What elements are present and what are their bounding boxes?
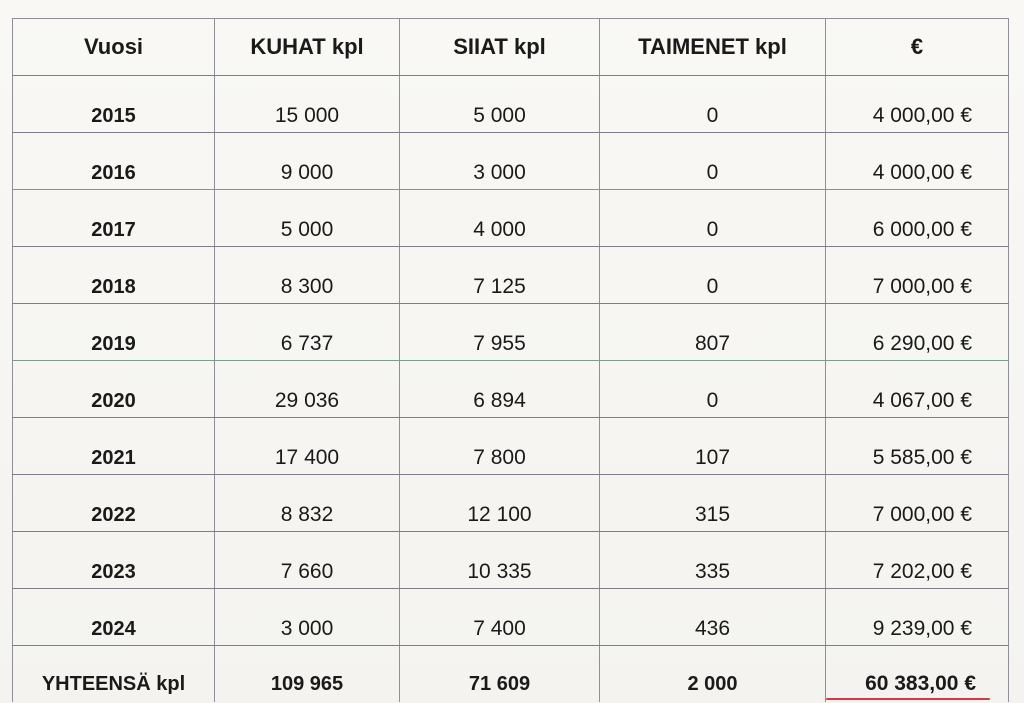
table-row xyxy=(13,190,1009,247)
total-row xyxy=(13,646,1009,703)
cell-taimenet: 436 xyxy=(600,589,826,646)
cell-kuhat: 8 832 xyxy=(215,475,400,532)
cell-year: 2020 xyxy=(13,361,215,418)
cell-year: 2015 xyxy=(13,76,215,133)
cell-euro: 4 067,00 € xyxy=(826,361,1009,418)
cell-year: 2017 xyxy=(13,190,215,247)
cell-kuhat: 29 036 xyxy=(215,361,400,418)
cell-kuhat: 6 737 xyxy=(215,304,400,361)
cell-kuhat: 7 660 xyxy=(215,532,400,589)
cell-euro: 9 239,00 € xyxy=(826,589,1009,646)
cell-siiat: 7 125 xyxy=(400,247,600,304)
cell-euro: 4 000,00 € xyxy=(826,76,1009,133)
cell-euro: 7 000,00 € xyxy=(826,475,1009,532)
total-siiat: 71 609 xyxy=(400,646,600,703)
cell-taimenet: 335 xyxy=(600,532,826,589)
cell-siiat: 10 335 xyxy=(400,532,600,589)
table-row xyxy=(13,589,1009,646)
cell-kuhat: 9 000 xyxy=(215,133,400,190)
total-euro-value: 60 383,00 € xyxy=(865,672,976,695)
table-row xyxy=(13,247,1009,304)
cell-kuhat: 17 400 xyxy=(215,418,400,475)
cell-kuhat: 3 000 xyxy=(215,589,400,646)
cell-year: 2016 xyxy=(13,133,215,190)
cell-siiat: 7 955 xyxy=(400,304,600,361)
cell-siiat: 3 000 xyxy=(400,133,600,190)
cell-euro: 7 000,00 € xyxy=(826,247,1009,304)
cell-siiat: 4 000 xyxy=(400,190,600,247)
cell-euro: 7 202,00 € xyxy=(826,532,1009,589)
table-row xyxy=(13,475,1009,532)
total-label: YHTEENSÄ kpl xyxy=(13,646,215,703)
cell-siiat: 7 800 xyxy=(400,418,600,475)
cell-siiat: 5 000 xyxy=(400,76,600,133)
cell-year: 2023 xyxy=(13,532,215,589)
cell-taimenet: 0 xyxy=(600,190,826,247)
cell-taimenet: 107 xyxy=(600,418,826,475)
cell-kuhat: 15 000 xyxy=(215,76,400,133)
cell-year: 2019 xyxy=(13,304,215,361)
table-row xyxy=(13,133,1009,190)
total-kuhat: 109 965 xyxy=(215,646,400,703)
cell-siiat: 7 400 xyxy=(400,589,600,646)
header-year: Vuosi xyxy=(13,19,215,76)
table-row xyxy=(13,304,1009,361)
total-taimenet: 2 000 xyxy=(600,646,826,703)
cell-taimenet: 0 xyxy=(600,133,826,190)
table-row xyxy=(13,418,1009,475)
fish-stocking-table xyxy=(12,18,1009,702)
cell-taimenet: 0 xyxy=(600,361,826,418)
table-row xyxy=(13,76,1009,133)
cell-year: 2021 xyxy=(13,418,215,475)
cell-euro: 6 000,00 € xyxy=(826,190,1009,247)
cell-kuhat: 8 300 xyxy=(215,247,400,304)
header-taimenet: TAIMENET kpl xyxy=(600,19,826,76)
cell-year: 2024 xyxy=(13,589,215,646)
cell-siiat: 6 894 xyxy=(400,361,600,418)
cell-taimenet: 315 xyxy=(600,475,826,532)
cell-taimenet: 807 xyxy=(600,304,826,361)
cell-taimenet: 0 xyxy=(600,76,826,133)
cell-siiat: 12 100 xyxy=(400,475,600,532)
table-row xyxy=(13,532,1009,589)
cell-kuhat: 5 000 xyxy=(215,190,400,247)
cell-year: 2018 xyxy=(13,247,215,304)
cell-taimenet: 0 xyxy=(600,247,826,304)
header-kuhat: KUHAT kpl xyxy=(215,19,400,76)
header-euro: € xyxy=(826,19,1009,76)
cell-year: 2022 xyxy=(13,475,215,532)
cell-euro: 5 585,00 € xyxy=(826,418,1009,475)
table-row xyxy=(13,361,1009,418)
cell-euro: 4 000,00 € xyxy=(826,133,1009,190)
cell-euro: 6 290,00 € xyxy=(826,304,1009,361)
header-siiat: SIIAT kpl xyxy=(400,19,600,76)
total-euro xyxy=(826,646,1009,703)
red-underline-mark xyxy=(826,698,990,700)
header-row xyxy=(13,19,1009,76)
